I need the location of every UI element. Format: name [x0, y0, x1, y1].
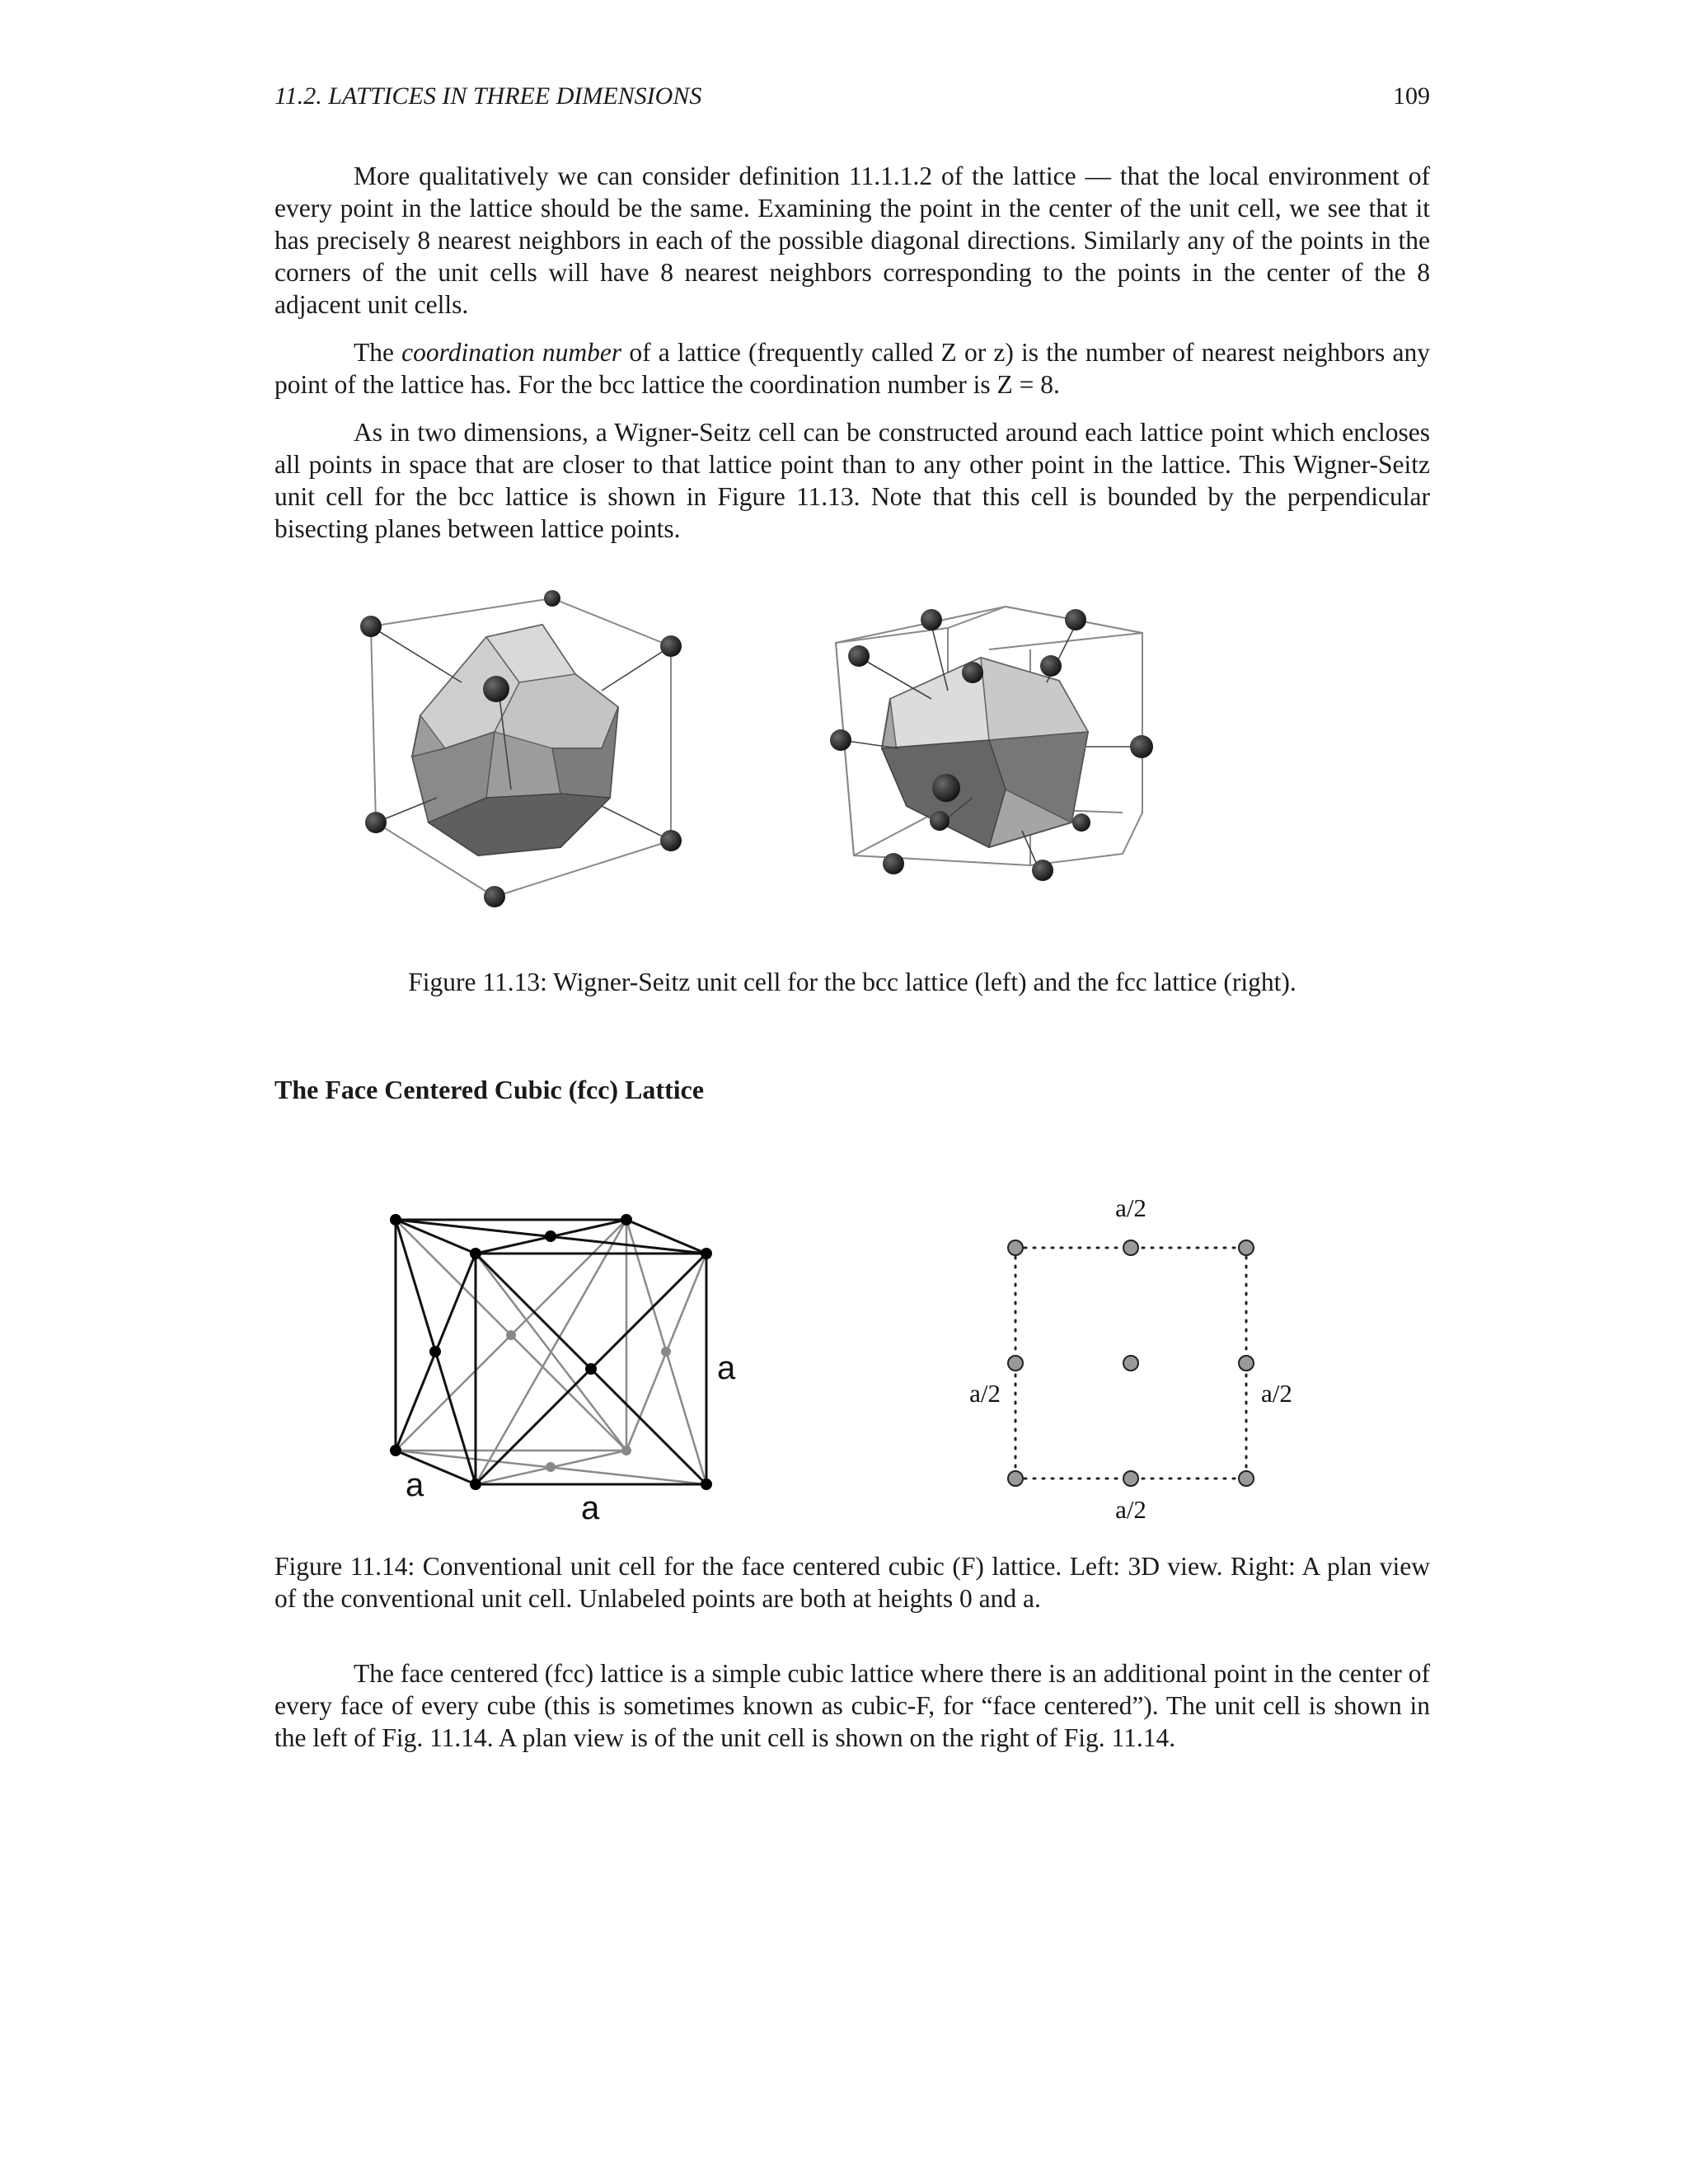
- p2-text-start: The: [354, 338, 402, 367]
- term-coordination-number: coordination number: [401, 338, 622, 367]
- plan-label-top: a/2: [1115, 1193, 1146, 1222]
- paragraph-local-environment: More qualitatively we can consider definition 11.1.1.2 of the lattice — that the local environment of every point in the lattice should be the same. Examining the point in the center of the unit cell, we see that it has precisely 8 nearest neighbors in each of the possible diagonal directions. Similarly any of the points in the corners of the unit cells will have 8 nearest neighbors corresponding to the points in the center of the 8 adjacent unit cells.: [274, 162, 1430, 319]
- plan-label-bottom: a/2: [1115, 1495, 1146, 1524]
- cube-label-bottom: a: [581, 1490, 600, 1526]
- running-title: 11.2. LATTICES IN THREE DIMENSIONS: [274, 82, 702, 110]
- plan-label-right: a/2: [1261, 1379, 1292, 1408]
- section-title-fcc: The Face Centered Cubic (fcc) Lattice: [274, 1075, 705, 1104]
- cube-label-right: a: [717, 1350, 736, 1386]
- figure-fcc-wigner-seitz: [824, 600, 1170, 897]
- running-header: [274, 82, 1430, 110]
- page-number: 109: [1393, 82, 1430, 110]
- paragraph-wigner-seitz: As in two dimensions, a Wigner-Seitz cell can be constructed around each lattice point which encloses all points in space that are closer to that lattice point than to any other point in the lattice. This Wigner-Seitz unit cell for the bcc lattice is shown in Figure 11.13. Note that this cell is bounded by the perpendicular bisecting planes between lattice points.: [274, 418, 1430, 543]
- figure-fcc-plan-view: [956, 1187, 1302, 1533]
- figure-11-13-caption: Figure 11.13: Wigner-Seitz unit cell for the bcc lattice (left) and the fcc lattice (right).: [408, 968, 1296, 996]
- paragraph-fcc-description: The face centered (fcc) lattice is a simple cubic lattice where there is an additional point in the center of every face of every cube (this is sometimes known as cubic-F, for “face centered”). The unit cell is shown in the left of Fig. 11.14. A plan view is of the unit cell is shown on the right of Fig. 11.14.: [274, 1659, 1430, 1752]
- p2-text-end: of a lattice (frequently called Z or z) is the number of nearest neighbors any point of the lattice has. For the bcc lattice the coordination number is Z = 8.: [274, 338, 1430, 399]
- cube-label-left: a: [406, 1467, 424, 1503]
- figure-bcc-wigner-seitz: [354, 592, 701, 905]
- plan-label-left: a/2: [969, 1379, 1001, 1408]
- figure-fcc-unit-cell-3d: [346, 1203, 775, 1533]
- paragraph-coordination-number: [274, 336, 1430, 401]
- figure-11-14-caption: Figure 11.14: Conventional unit cell for the face centered cubic (F) lattice. Left: 3D view. Right: A plan view of the conventional unit cell. Unlabeled points are both at heights 0 and a.: [274, 1552, 1430, 1613]
